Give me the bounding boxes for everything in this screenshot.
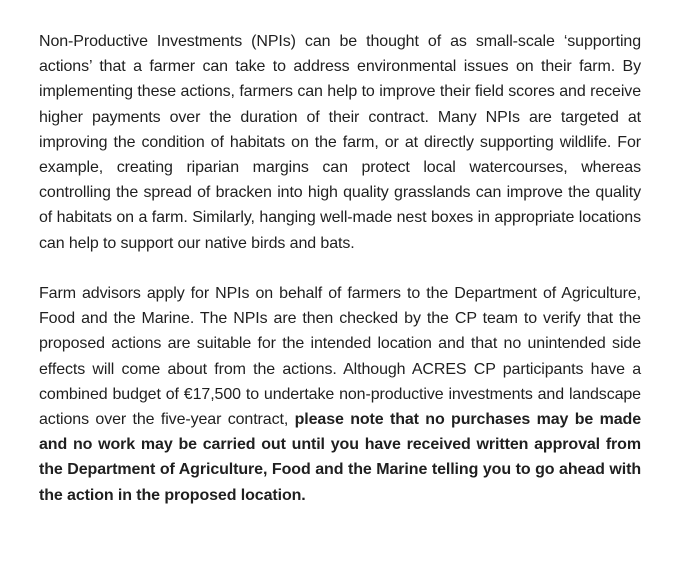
paragraph-npi-application [39,281,641,508]
paragraph-npi-intro: Non-Productive Investments (NPIs) can be thought of as small-scale ‘supporting actions’ that a farmer can take to address environmental issues on their farm. By implementing these actions, farmers can help to improve their field scores and receive higher payments over the duration of their contract. Many NPIs are targeted at improving the condition of habitats on the farm, or at directly supporting wildlife. For example, creating riparian margins can protect local watercourses, whereas controlling the spread of bracken into high quality grasslands can improve the quality of habitats on a farm. Similarly, hanging well-made nest boxes in appropriate locations can help to support our native birds and bats. [39,33,641,252]
approval-warning: please note that no purchases may be made and no work may be carried out until you have received written approval from the Department of Agriculture, Food and the Marine telling you to go ahead with the action in the proposed location. [39,411,641,504]
document-body [39,29,641,508]
paragraph-application-text: Farm advisors apply for NPIs on behalf of farmers to the Department of Agriculture, Food and the Marine. The NPIs are then checked by the CP team to verify that the proposed actions are suitable for the intended location and that no unintended side effects will come about from the actions. Although ACRES CP participants have a combined budget of €17,500 to undertake non-productive investments and landscape actions over the five-year contract, [39,285,641,429]
